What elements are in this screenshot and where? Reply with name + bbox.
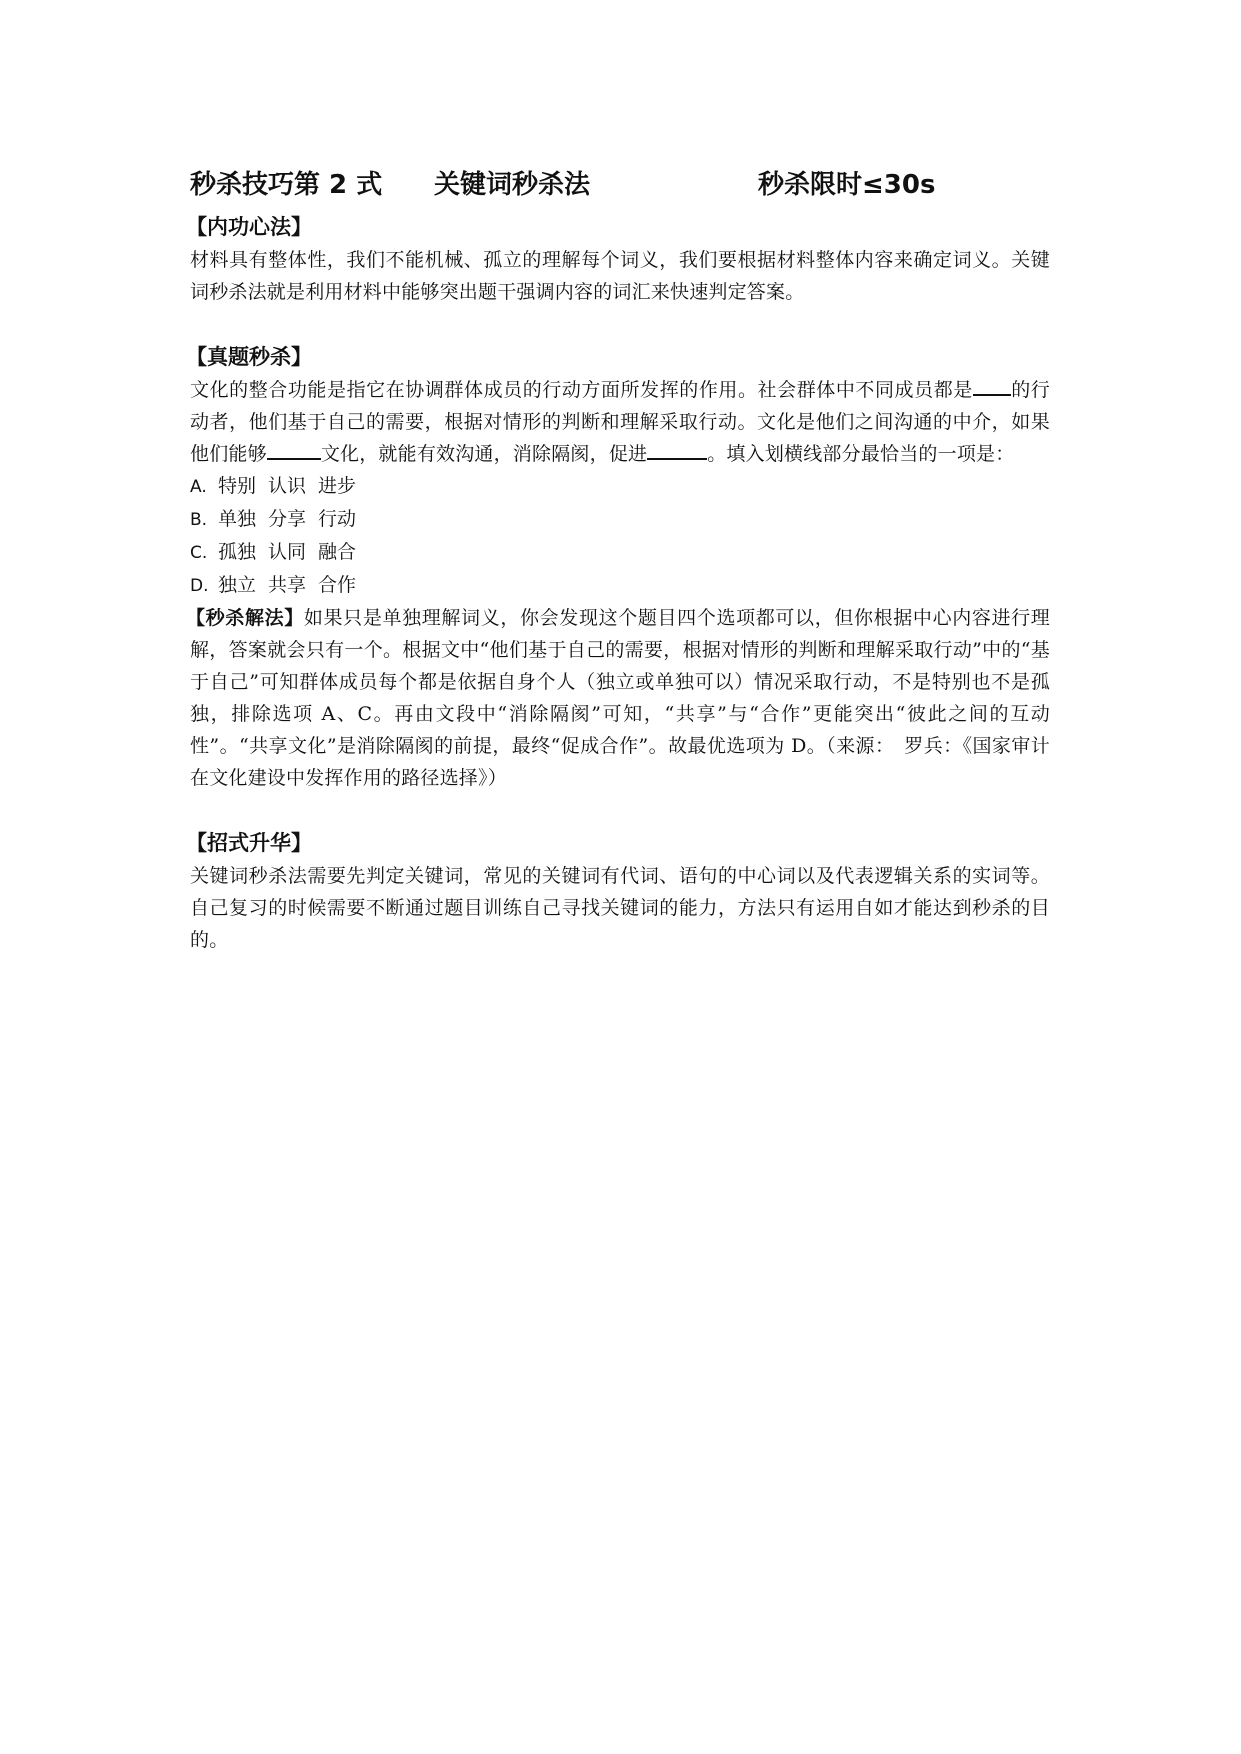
option-b: B. 单独 分享 行动 bbox=[190, 508, 357, 530]
page-title bbox=[190, 160, 1050, 210]
section-heading-exam-question: 【真题秒杀】 bbox=[186, 345, 312, 369]
section-heading-advanced: 【招式升华】 bbox=[186, 831, 312, 855]
option-d: D. 独立 共享 合作 bbox=[190, 574, 357, 596]
spacer bbox=[190, 794, 1050, 826]
solution-paragraph bbox=[186, 602, 1051, 794]
blank-2 bbox=[267, 440, 321, 460]
section-heading-inner-method: 【内功心法】 bbox=[186, 215, 312, 239]
title-time-limit: 秒杀限时≤30s bbox=[758, 170, 936, 200]
spacer bbox=[190, 308, 1050, 340]
solution-text: 如果只是单独理解词义，你会发现这个题目四个选项都可以，但你根据中心内容进行理解，答案就会只有一个。根据文中“他们基于自己的需要，根据对情形的判断和理解采取行动”中的“基于自己”可知群体成员每个都是依据自身个人（独立或单独可以）情况采取行动，不是特别也不是孤独，排除选项 A、C。再由文段中“消除隔阂”可知，“共享”与“合作”更能突出“彼此之间的互动性”。“共享文化”是消除隔阂的前提，最终“促成合作”。故最优选项为 D。（来源： 罗兵：《国家审计在文化建设中发挥作用的路径选择》） bbox=[190, 607, 1051, 789]
question-part-1: 文化的整合功能是指它在协调群体成员的行动方面所发挥的作用。社会群体中不同成员都是 bbox=[190, 379, 973, 401]
question-part-4: 。填入划横线部分最恰当的一项是： bbox=[707, 443, 1015, 465]
advanced-text: 关键词秒杀法需要先判定关键词，常见的关键词有代词、语句的中心词以及代表逻辑关系的实词等。自己复习的时候需要不断通过题目训练自己寻找关键词的能力，方法只有运用自如才能达到秒杀的目的。 bbox=[190, 865, 1050, 951]
blank-1 bbox=[973, 376, 1011, 396]
question-part-2: 的行动者，他们基于自己的需要，根据对情形的判断和理解采取行动。文化是他们之间沟通的中介，如果他们能够 bbox=[190, 379, 1050, 465]
option-a: A. 特别 认识 进步 bbox=[190, 475, 357, 497]
inner-method-text: 材料具有整体性，我们不能机械、孤立的理解每个词义，我们要根据材料整体内容来确定词义。关键词秒杀法就是利用材料中能够突出题干强调内容的词汇来快速判定答案。 bbox=[190, 249, 1050, 303]
solution-label: 【秒杀解法】 bbox=[186, 607, 304, 629]
title-technique: 秒杀技巧第 2 式 bbox=[190, 170, 383, 200]
option-c: C. 孤独 认同 融合 bbox=[190, 541, 357, 563]
title-method: 关键词秒杀法 bbox=[434, 170, 591, 200]
question-part-3: 文化，就能有效沟通，消除隔阂，促进 bbox=[320, 443, 648, 465]
blank-3 bbox=[647, 440, 707, 460]
document-page bbox=[186, 160, 1051, 956]
question-text bbox=[190, 374, 1050, 470]
